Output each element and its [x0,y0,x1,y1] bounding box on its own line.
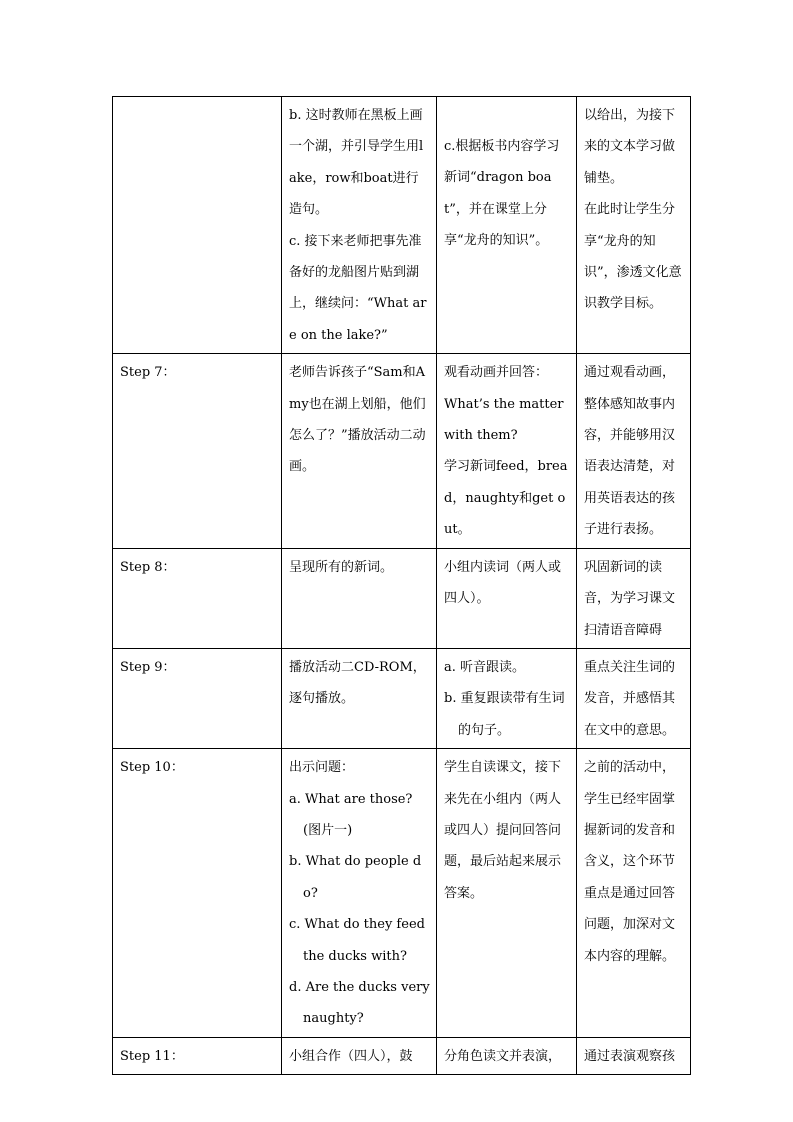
purpose-item: 通过观看动画，整体感知故事内容，并能够用汉语表达清楚，对用英语表达的孩子进行表扬。 [584,365,676,538]
teacher-item: c. What do they feed the ducks with? [289,917,425,964]
purpose-item: 在此时让学生分享“龙舟的知识”，渗透文化意识教学目标。 [584,202,682,312]
step-cell: Step 10： [113,749,282,1038]
step-cell: Step 9： [113,648,282,748]
teacher-item: b. What do people do? [289,854,422,901]
purpose-item: 之前的活动中，学生已经牢固掌握新词的发音和含义，这个环节重点是通过回答问题，加深对文本内容的理解。 [584,760,676,964]
teacher-activity-cell [282,749,437,1038]
purpose-item: 巩固新词的读音，为学习课文扫清语音障碍 [584,559,676,638]
teacher-item: 出示问题： [289,760,355,776]
purpose-item: 以给出，为接下来的文本学习做铺垫。 [584,108,676,186]
teacher-item: b. 这时教师在黑板上画一个湖，并引导学生用lake，row和boat进行造句。 [289,108,424,218]
step-cell: Step 11： [113,1037,282,1074]
purpose-item: 重点关注生词的发音，并感悟其在文中的意思。 [584,659,676,738]
purpose-item: 通过表演观察孩 [584,1048,676,1064]
table-row [113,648,691,748]
student-activity-cell [437,97,577,354]
table-row [113,97,691,354]
teacher-activity-cell [282,1037,437,1074]
purpose-cell [577,1037,691,1074]
student-item: 学习新词feed，bread，naughty和get out。 [444,459,568,538]
step-cell: Step 8： [113,548,282,648]
student-item: 分角色读文并表演， [444,1048,562,1064]
student-item: 学生自读课文，接下来先在小组内（两人或四人）提问回答问题，最后站起来展示答案。 [444,760,562,901]
teacher-activity-cell [282,648,437,748]
step-cell [113,97,282,354]
student-activity-cell [437,648,577,748]
student-activity-cell [437,1037,577,1074]
student-item: a. 听音跟读。 [444,659,526,675]
teacher-item: 老师告诉孩子“Sam和Amy也在湖上划船，他们怎么了？”播放活动二动画。 [289,365,426,475]
teacher-activity-cell [282,97,437,354]
purpose-cell [577,354,691,548]
student-item: What’s the matter with them? [444,396,564,444]
student-activity-cell [437,749,577,1038]
teacher-item: a. What are those?(图片一) [289,791,413,838]
purpose-cell [577,648,691,748]
student-item: b. 重复跟读带有生词的句子。 [444,691,565,738]
table-row [113,1037,691,1074]
teacher-item: c. 接下来老师把事先准备好的龙船图片贴到湖上，继续问：“What are on the lake?” [289,233,427,343]
lesson-plan-table [112,96,691,1075]
student-activity-cell [437,548,577,648]
teacher-item: 小组合作（四人），鼓 [289,1048,413,1064]
purpose-cell [577,97,691,354]
step-cell: Step 7： [113,354,282,548]
student-activity-cell [437,354,577,548]
table-row [113,354,691,548]
teacher-activity-cell [282,354,437,548]
teacher-item: d. Are the ducks very naughty? [289,979,430,1027]
table-row [113,548,691,648]
student-item: 小组内读词（两人或四人）。 [444,559,562,607]
teacher-item: 呈现所有的新词。 [289,559,394,575]
student-item: c.根据板书内容学习新词“dragon boat”，并在课堂上分享“龙舟的知识”。 [444,139,560,249]
teacher-activity-cell [282,548,437,648]
purpose-cell [577,548,691,648]
student-item: 观看动画并回答： [444,365,549,381]
table-row [113,749,691,1038]
teacher-item: 播放活动二CD-ROM，逐句播放。 [289,659,426,707]
purpose-cell [577,749,691,1038]
